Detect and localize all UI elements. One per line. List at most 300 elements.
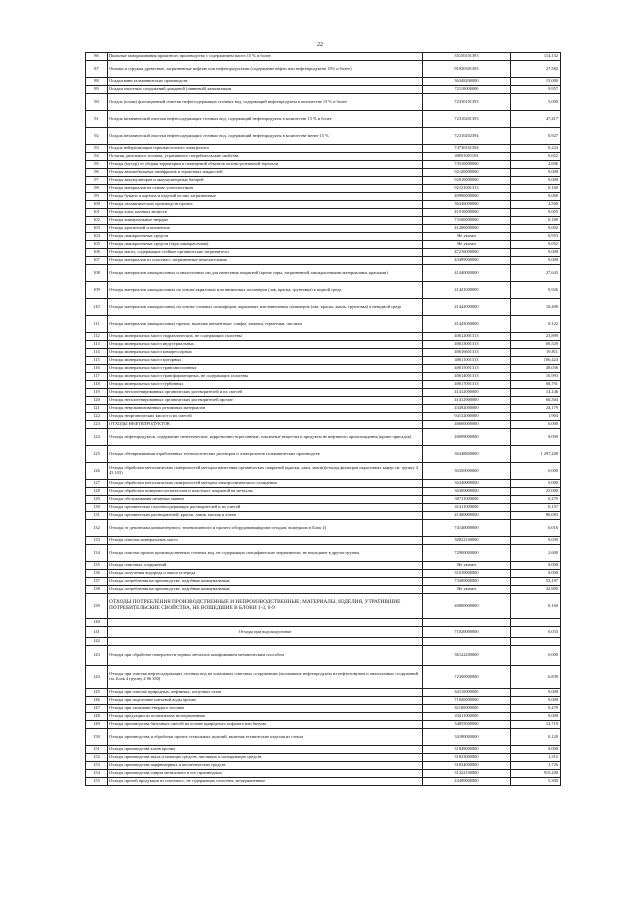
row-number: 114 bbox=[86, 349, 108, 357]
waste-code: 72900000000 bbox=[423, 545, 511, 562]
waste-name: Отходы прочей продукции из пластмасс, не содержащих галогены, незагрязненные bbox=[108, 778, 423, 786]
table-row bbox=[86, 537, 561, 545]
waste-amount: 0,000 bbox=[511, 249, 561, 257]
waste-name: Отходы производства и обработки прочих стекольных изделий, включая технические изделия из стекла bbox=[108, 729, 423, 746]
waste-amount: 0,478 bbox=[511, 705, 561, 713]
row-number: 137 bbox=[86, 578, 108, 586]
waste-name: Отходы обработки поверхности металлов и пластмасс покрытой на металлы bbox=[108, 488, 423, 496]
waste-name: Осадки очистных сооружений дождевой (ливневой) канализации bbox=[108, 86, 423, 94]
waste-code: 71020000000 bbox=[423, 697, 511, 705]
waste-code: 40600000000 bbox=[423, 421, 511, 429]
waste-code: 41411000000 bbox=[423, 504, 511, 512]
table-row bbox=[86, 646, 561, 666]
waste-amount: 106,424 bbox=[511, 357, 561, 365]
waste-code: Не указан bbox=[423, 241, 511, 249]
table-row bbox=[86, 405, 561, 413]
waste-code: 41443000000 bbox=[423, 316, 511, 333]
page-number: 22 bbox=[317, 42, 323, 48]
waste-code: 41442000000 bbox=[423, 299, 511, 316]
waste-amount bbox=[511, 619, 561, 627]
waste-amount: 0,030 bbox=[511, 537, 561, 545]
row-number: 106 bbox=[86, 249, 108, 257]
row-number: 130 bbox=[86, 504, 108, 512]
table-row bbox=[86, 61, 561, 78]
waste-amount: 53,197 bbox=[511, 578, 561, 586]
waste-amount: 0,180 bbox=[511, 217, 561, 225]
row-number: 87 bbox=[86, 61, 108, 78]
waste-code: 72330101393 bbox=[423, 94, 511, 111]
table-row bbox=[86, 705, 561, 713]
row-number: 135 bbox=[86, 562, 108, 570]
table-row bbox=[86, 233, 561, 241]
waste-code: 40614001313 bbox=[423, 373, 511, 381]
table-row bbox=[86, 333, 561, 341]
table-row bbox=[86, 209, 561, 217]
waste-code: 35150101393 bbox=[423, 53, 511, 61]
row-number: 123 bbox=[86, 421, 108, 429]
waste-code: 74140000000 bbox=[423, 520, 511, 537]
waste-name: Отходы продукции из полиэтилена незагрязненные bbox=[108, 713, 423, 721]
waste-name: Отходы клея, клеевых веществ bbox=[108, 209, 423, 217]
waste-amount: 0,002 bbox=[511, 225, 561, 233]
waste-code: 72310202394 bbox=[423, 128, 511, 145]
waste-code: Не указан bbox=[423, 562, 511, 570]
waste-amount: 10,400 bbox=[511, 299, 561, 316]
waste-amount: 0,000 bbox=[511, 463, 561, 480]
waste-amount: 19,811 bbox=[511, 349, 561, 357]
waste-name: Отходы невулканизованных резиновых материалов bbox=[108, 405, 423, 413]
row-number: 155 bbox=[86, 778, 108, 786]
waste-name: Отходы обработки металлических поверхностей методом нанесения органических покрытий (краски, лаки, эмали)(отходы фильтров окрасочных камер см. группу 4 43 103) bbox=[108, 463, 423, 480]
waste-code: 61100000000 bbox=[423, 705, 511, 713]
row-number: 95 bbox=[86, 161, 108, 169]
row-number: 124 bbox=[86, 429, 108, 446]
waste-name: Отходы материалов из пластмасс загрязненные нежелательные bbox=[108, 257, 423, 265]
waste-name: Отходы при подготовке питьевой воды прочие bbox=[108, 697, 423, 705]
table-row bbox=[86, 169, 561, 177]
table-row bbox=[86, 145, 561, 153]
waste-amount: 0,953 bbox=[511, 233, 561, 241]
waste-amount: 0,000 bbox=[511, 713, 561, 721]
waste-amount: 9,957 bbox=[511, 86, 561, 94]
waste-code: 92121001313 bbox=[423, 185, 511, 193]
row-number: 97 bbox=[86, 177, 108, 185]
row-number: 126 bbox=[86, 463, 108, 480]
waste-code: 92120000000 bbox=[423, 169, 511, 177]
row-number: 122 bbox=[86, 413, 108, 421]
row-number: 147 bbox=[86, 705, 108, 713]
waste-code: 31824000000 bbox=[423, 762, 511, 770]
waste-code: 30711000000 bbox=[423, 496, 511, 504]
table-row bbox=[86, 249, 561, 257]
waste-code: 72110000000 bbox=[423, 86, 511, 94]
row-number: 90 bbox=[86, 94, 108, 111]
waste-amount: 27,643 bbox=[511, 265, 561, 282]
table-row bbox=[86, 586, 561, 594]
waste-name: Отходы при обработке поверхности черных металлов шлифованием механическим способом bbox=[108, 646, 423, 666]
waste-name: Отходы минеральных масел трансформаторных, не содержащих галогены bbox=[108, 373, 423, 381]
row-number: 103 bbox=[86, 225, 108, 233]
row-number: 151 bbox=[86, 746, 108, 754]
row-number: 131 bbox=[86, 512, 108, 520]
table-row bbox=[86, 111, 561, 128]
row-number: 125 bbox=[86, 446, 108, 463]
waste-amount: 0,000 bbox=[511, 169, 561, 177]
waste-amount: 5,000 bbox=[511, 94, 561, 111]
waste-amount: 0,000 bbox=[511, 689, 561, 697]
row-number: 154 bbox=[86, 770, 108, 778]
waste-amount: 5,300 bbox=[511, 778, 561, 786]
table-row bbox=[86, 762, 561, 770]
waste-code: 40611001313 bbox=[423, 357, 511, 365]
waste-name bbox=[108, 619, 423, 627]
waste-name: Остатки дизельного топлива, утратившего потребительские свойства bbox=[108, 153, 423, 161]
waste-code: 31322100000 bbox=[423, 770, 511, 778]
waste-amount: 0,926 bbox=[511, 282, 561, 299]
table-row bbox=[86, 357, 561, 365]
waste-name: Отходы потребления на производстве, подобные коммунальным bbox=[108, 578, 423, 586]
waste-amount: 0,000 bbox=[511, 421, 561, 429]
row-number: 141 bbox=[86, 627, 108, 638]
row-number: 128 bbox=[86, 488, 108, 496]
waste-code: 40613001313 bbox=[423, 341, 511, 349]
waste-code: 36348800000 bbox=[423, 446, 511, 463]
waste-amount: 0,000 bbox=[511, 177, 561, 185]
waste-name: Осадок механической очистки нефтесодержащих сточных вод, содержащий нефтепродукты в количестве менее 15 % bbox=[108, 128, 423, 145]
row-number: 119 bbox=[86, 389, 108, 397]
row-number: 91 bbox=[86, 111, 108, 128]
waste-amount: 2,500 bbox=[511, 201, 561, 209]
waste-name: Отходы негалогенированных органических растворителей и их смесей bbox=[108, 389, 423, 397]
waste-amount: 47,417 bbox=[511, 111, 561, 128]
table-row bbox=[86, 496, 561, 504]
waste-code: 41412000000 bbox=[423, 389, 511, 397]
table-row bbox=[86, 78, 561, 86]
waste-name: ОТХОДЫ НЕФТЕПРОДУКТОВ bbox=[108, 421, 423, 429]
waste-amount: 0,120 bbox=[511, 729, 561, 746]
waste-amount: 0,000 bbox=[511, 562, 561, 570]
waste-name: Осадок механической очистки нефтесодержащих сточных вод, содержащий нефтепродукты в количестве 15 % и более bbox=[108, 111, 423, 128]
waste-amount: 0,160 bbox=[511, 594, 561, 619]
table-row bbox=[86, 53, 561, 61]
row-number: 110 bbox=[86, 299, 108, 316]
row-number: 133 bbox=[86, 537, 108, 545]
waste-code: 41400000000 bbox=[423, 512, 511, 520]
waste-code: 43490000000 bbox=[423, 778, 511, 786]
waste-amount: 0,000 bbox=[511, 746, 561, 754]
row-number: 127 bbox=[86, 480, 108, 488]
waste-name: Отходы материалов лакокрасочных на основе сложных полиэфиров, акриловых или виниловых полимеров (лак, краска, эмаль, грунтовка) в неводной среде bbox=[108, 299, 423, 316]
table-row bbox=[86, 729, 561, 746]
row-number: 116 bbox=[86, 365, 108, 373]
table-row bbox=[86, 778, 561, 786]
waste-name: Отходы неорганических кислот и их смесей bbox=[108, 413, 423, 421]
table-row bbox=[86, 488, 561, 496]
table-row bbox=[86, 520, 561, 537]
table-row bbox=[86, 86, 561, 94]
waste-amount: 0,000 bbox=[511, 646, 561, 666]
row-number: 105 bbox=[86, 241, 108, 249]
waste-amount: 14,146 bbox=[511, 389, 561, 397]
waste-code bbox=[423, 619, 511, 627]
table-row bbox=[86, 316, 561, 333]
waste-code: 40000000000 bbox=[423, 594, 511, 619]
waste-amount: 2,600 bbox=[511, 545, 561, 562]
waste-code: 41200000000 bbox=[423, 225, 511, 233]
waste-name: Отходы нефтепродуктов, содержание синтетические, коррозионно-агрессивные, токсичные вещества и продукты не нефтяного происхождения (кроме присадок) bbox=[108, 429, 423, 446]
waste-name: Осадки ванн гальванических производств bbox=[108, 78, 423, 86]
waste-amount: 68,791 bbox=[511, 381, 561, 389]
waste-code: 31849000000 bbox=[423, 746, 511, 754]
table-row bbox=[86, 225, 561, 233]
waste-code: 36340000000 bbox=[423, 480, 511, 488]
table-row bbox=[86, 627, 561, 638]
table-row bbox=[86, 397, 561, 405]
row-number: 109 bbox=[86, 282, 108, 299]
row-number: 138 bbox=[86, 586, 108, 594]
row-number: 140 bbox=[86, 619, 108, 627]
waste-name: Отходы производства спирта метилового и его производных bbox=[108, 770, 423, 778]
waste-amount: 0,016 bbox=[511, 520, 561, 537]
waste-amount: 915,200 bbox=[511, 770, 561, 778]
row-number: 118 bbox=[86, 381, 108, 389]
waste-amount: 0,000 bbox=[511, 697, 561, 705]
waste-amount: 1,315 bbox=[511, 754, 561, 762]
waste-amount: 0,122 bbox=[511, 316, 561, 333]
waste-code: 40990000000 bbox=[423, 193, 511, 201]
waste-amount: 0,000 bbox=[511, 257, 561, 265]
row-number: 139 bbox=[86, 594, 108, 619]
row-number: 148 bbox=[86, 713, 108, 721]
waste-code: Не указан bbox=[423, 233, 511, 241]
waste-amount: 0,060 bbox=[511, 193, 561, 201]
waste-name: Отходы органических галогенсодержащих растворителей и их смесей bbox=[108, 504, 423, 512]
waste-code: 91920301393 bbox=[423, 61, 511, 78]
waste-name: Отходы минеральных масел трансмиссионных bbox=[108, 365, 423, 373]
waste-name: Осадок (шлам) флотационной очистки нефтесодержащих сточных вод, содержащий нефтепродукты в количестве 15 % и более bbox=[108, 94, 423, 111]
table-row bbox=[86, 746, 561, 754]
row-number: 100 bbox=[86, 201, 108, 209]
row-number: 136 bbox=[86, 570, 108, 578]
waste-name: Отходы красителей и пигментов bbox=[108, 225, 423, 233]
waste-name: Отходы бумаги и картона и изделий из них загрязненные bbox=[108, 193, 423, 201]
row-number: 115 bbox=[86, 357, 108, 365]
table-row bbox=[86, 429, 561, 446]
waste-code: 34855000000 bbox=[423, 721, 511, 729]
waste-name: Пыльные замораживания прокатного производства с содержанием масел 15 % и более bbox=[108, 53, 423, 61]
table-row bbox=[86, 578, 561, 586]
row-number: 101 bbox=[86, 209, 108, 217]
waste-code: 73510000000 bbox=[423, 161, 511, 169]
table-row bbox=[86, 594, 561, 619]
waste-code: 73300000000 bbox=[423, 578, 511, 586]
row-number: 104 bbox=[86, 233, 108, 241]
waste-code: 41440000000 bbox=[423, 265, 511, 282]
waste-name: Отходы при водоподготовке bbox=[108, 627, 423, 638]
row-number: 129 bbox=[86, 496, 108, 504]
table-row bbox=[86, 421, 561, 429]
waste-name: Отходы от демонтажа компьютерного, телевизионного и прочего оборудования(кроме отходов, вошедших в Блок 4) bbox=[108, 520, 423, 537]
row-number: 111 bbox=[86, 316, 108, 333]
table-row bbox=[86, 638, 561, 646]
waste-name: Отходы очистки минеральных масел bbox=[108, 537, 423, 545]
waste-code bbox=[423, 638, 511, 646]
waste-amount: 25,000 bbox=[511, 488, 561, 496]
waste-code: 31010000000 bbox=[423, 570, 511, 578]
waste-name: Отходы производства клеев прочих bbox=[108, 746, 423, 754]
row-number: 107 bbox=[86, 257, 108, 265]
waste-code: 43492000000 bbox=[423, 405, 511, 413]
table-row bbox=[86, 373, 561, 381]
table-row bbox=[86, 754, 561, 762]
table-row bbox=[86, 666, 561, 689]
waste-amount: 1,904 bbox=[511, 413, 561, 421]
table-row bbox=[86, 619, 561, 627]
waste-code: 71020000000 bbox=[423, 627, 511, 638]
waste-table bbox=[85, 52, 561, 786]
row-number: 120 bbox=[86, 397, 108, 405]
row-number: 88 bbox=[86, 78, 108, 86]
waste-amount: 1,726 bbox=[511, 762, 561, 770]
waste-amount: 66,304 bbox=[511, 397, 561, 405]
table-row bbox=[86, 446, 561, 463]
waste-name: Отходы обработки металлических поверхностей методом электролитического осаждения bbox=[108, 480, 423, 488]
waste-name: Отходы обезвреживания отработанных технологических растворов и электролитов гальванических производств bbox=[108, 446, 423, 463]
waste-name: Отходы лакокрасочных средств (тара лакокрасочная) bbox=[108, 241, 423, 249]
waste-code: 72310201393 bbox=[423, 111, 511, 128]
waste-amount: 2,696 bbox=[511, 161, 561, 169]
row-number: 145 bbox=[86, 689, 108, 697]
row-number: 153 bbox=[86, 762, 108, 770]
waste-name: Отходы очистных сооружений bbox=[108, 562, 423, 570]
waste-name: Отходы негалогенированных органических растворителей прочие bbox=[108, 397, 423, 405]
table-row bbox=[86, 153, 561, 161]
waste-amount: 13,719 bbox=[511, 721, 561, 729]
waste-name: Отходы коммунальные твердые bbox=[108, 217, 423, 225]
table-row bbox=[86, 721, 561, 729]
waste-name: Отходы автомобильных антифризов и тормозных жидкостей bbox=[108, 169, 423, 177]
waste-name: Отходы производства парфюмерных и косметических средств bbox=[108, 762, 423, 770]
row-number: 143 bbox=[86, 646, 108, 666]
waste-amount: 42,900 bbox=[511, 586, 561, 594]
row-number: 102 bbox=[86, 217, 108, 225]
waste-amount: 0,000 bbox=[511, 480, 561, 488]
table-row bbox=[86, 201, 561, 209]
waste-amount: 0,033 bbox=[511, 627, 561, 638]
row-number: 142 bbox=[86, 638, 108, 646]
waste-code: 36350000000 bbox=[423, 463, 511, 480]
waste-amount: 0,927 bbox=[511, 128, 561, 145]
waste-code: 40615001313 bbox=[423, 365, 511, 373]
row-number: 99 bbox=[86, 193, 108, 201]
waste-amount: 15,000 bbox=[511, 78, 561, 86]
waste-code: 41412900000 bbox=[423, 397, 511, 405]
waste-code: 31823000000 bbox=[423, 754, 511, 762]
waste-amount: 114,132 bbox=[511, 53, 561, 61]
waste-code: 40617001313 bbox=[423, 381, 511, 389]
waste-code: 47216000000 bbox=[423, 249, 511, 257]
waste-name: Отходы минеральных масел гидравлических, не содержащих галогены bbox=[108, 333, 423, 341]
row-number: 94 bbox=[86, 153, 108, 161]
waste-code: 40612001313 bbox=[423, 333, 511, 341]
table-row bbox=[86, 365, 561, 373]
waste-code: 36348200000 bbox=[423, 78, 511, 86]
waste-amount: 0,005 bbox=[511, 209, 561, 217]
waste-name: Отходы минеральных масел турбинных bbox=[108, 381, 423, 389]
table-row bbox=[86, 570, 561, 578]
row-number: 98 bbox=[86, 185, 108, 193]
waste-code: 73100000000 bbox=[423, 217, 511, 225]
waste-name: Отходы минеральных масел компрессорных bbox=[108, 349, 423, 357]
waste-amount: 0,160 bbox=[511, 185, 561, 193]
waste-name: Отходы органических растворителей, красок, лаков, мастик и клеев bbox=[108, 512, 423, 520]
waste-code: 34180000000 bbox=[423, 729, 511, 746]
waste-code: 41441000000 bbox=[423, 282, 511, 299]
waste-amount: 0,052 bbox=[511, 241, 561, 249]
table-row bbox=[86, 94, 561, 111]
waste-amount: 0,652 bbox=[511, 153, 561, 161]
waste-code: 36346000000 bbox=[423, 201, 511, 209]
table-row bbox=[86, 480, 561, 488]
row-number: 93 bbox=[86, 145, 108, 153]
waste-code: 41910000000 bbox=[423, 209, 511, 217]
table-row bbox=[86, 689, 561, 697]
row-number: 152 bbox=[86, 754, 108, 762]
waste-amount bbox=[511, 638, 561, 646]
waste-name: Отходы минеральных масел индустриальных bbox=[108, 341, 423, 349]
row-number: 113 bbox=[86, 341, 108, 349]
table-row bbox=[86, 282, 561, 299]
waste-name: Отходы потребления на производстве, подобные коммунальным bbox=[108, 586, 423, 594]
row-number: 86 bbox=[86, 53, 108, 61]
table-row bbox=[86, 463, 561, 480]
table-row bbox=[86, 562, 561, 570]
waste-amount: 24,179 bbox=[511, 405, 561, 413]
waste-code: 36122200000 bbox=[423, 646, 511, 666]
table-row bbox=[86, 177, 561, 185]
row-number: 112 bbox=[86, 333, 108, 341]
waste-amount: 16,993 bbox=[511, 373, 561, 381]
table-row bbox=[86, 545, 561, 562]
waste-name: Осадок нейтрализации сернокислотного электролита bbox=[108, 145, 423, 153]
waste-code: 94132000000 bbox=[423, 413, 511, 421]
table-row bbox=[86, 381, 561, 389]
waste-amount: 48,036 bbox=[511, 365, 561, 373]
waste-code: 30822100000 bbox=[423, 537, 511, 545]
waste-amount: 6,839 bbox=[511, 666, 561, 689]
row-number: 108 bbox=[86, 265, 108, 282]
waste-code: 64110000000 bbox=[423, 689, 511, 697]
waste-name: Отходы при очистке природных, нефтяных, попутных газов bbox=[108, 689, 423, 697]
row-number: 149 bbox=[86, 721, 108, 729]
waste-name: Отходы при сжигании твердого топлива bbox=[108, 705, 423, 713]
table-row bbox=[86, 389, 561, 397]
waste-name: Отходы очистки прочих производственных сточных вод, не содержащих специфические загрязнители, не вошедшие в другие группы bbox=[108, 545, 423, 562]
waste-amount: 23,899 bbox=[511, 333, 561, 341]
waste-name: Опилки и стружка древесные, загрязненные нефтью или нефтепродуктами (содержание нефти или нефтепродуктов 15% и более) bbox=[108, 61, 423, 78]
row-number: 132 bbox=[86, 520, 108, 537]
waste-name: Отходы получения водорода и окиси углерода bbox=[108, 570, 423, 578]
table-row bbox=[86, 697, 561, 705]
waste-name: Отходы минеральных масел моторных bbox=[108, 357, 423, 365]
table-row bbox=[86, 185, 561, 193]
table-row bbox=[86, 265, 561, 282]
row-number: 89 bbox=[86, 86, 108, 94]
waste-code: 74730101394 bbox=[423, 145, 511, 153]
table-row bbox=[86, 299, 561, 316]
waste-name: Отходы материалов лакокрасочных прочих, включая пигментные, олифы, замазки, герметики, чистики bbox=[108, 316, 423, 333]
row-number: 117 bbox=[86, 373, 108, 381]
